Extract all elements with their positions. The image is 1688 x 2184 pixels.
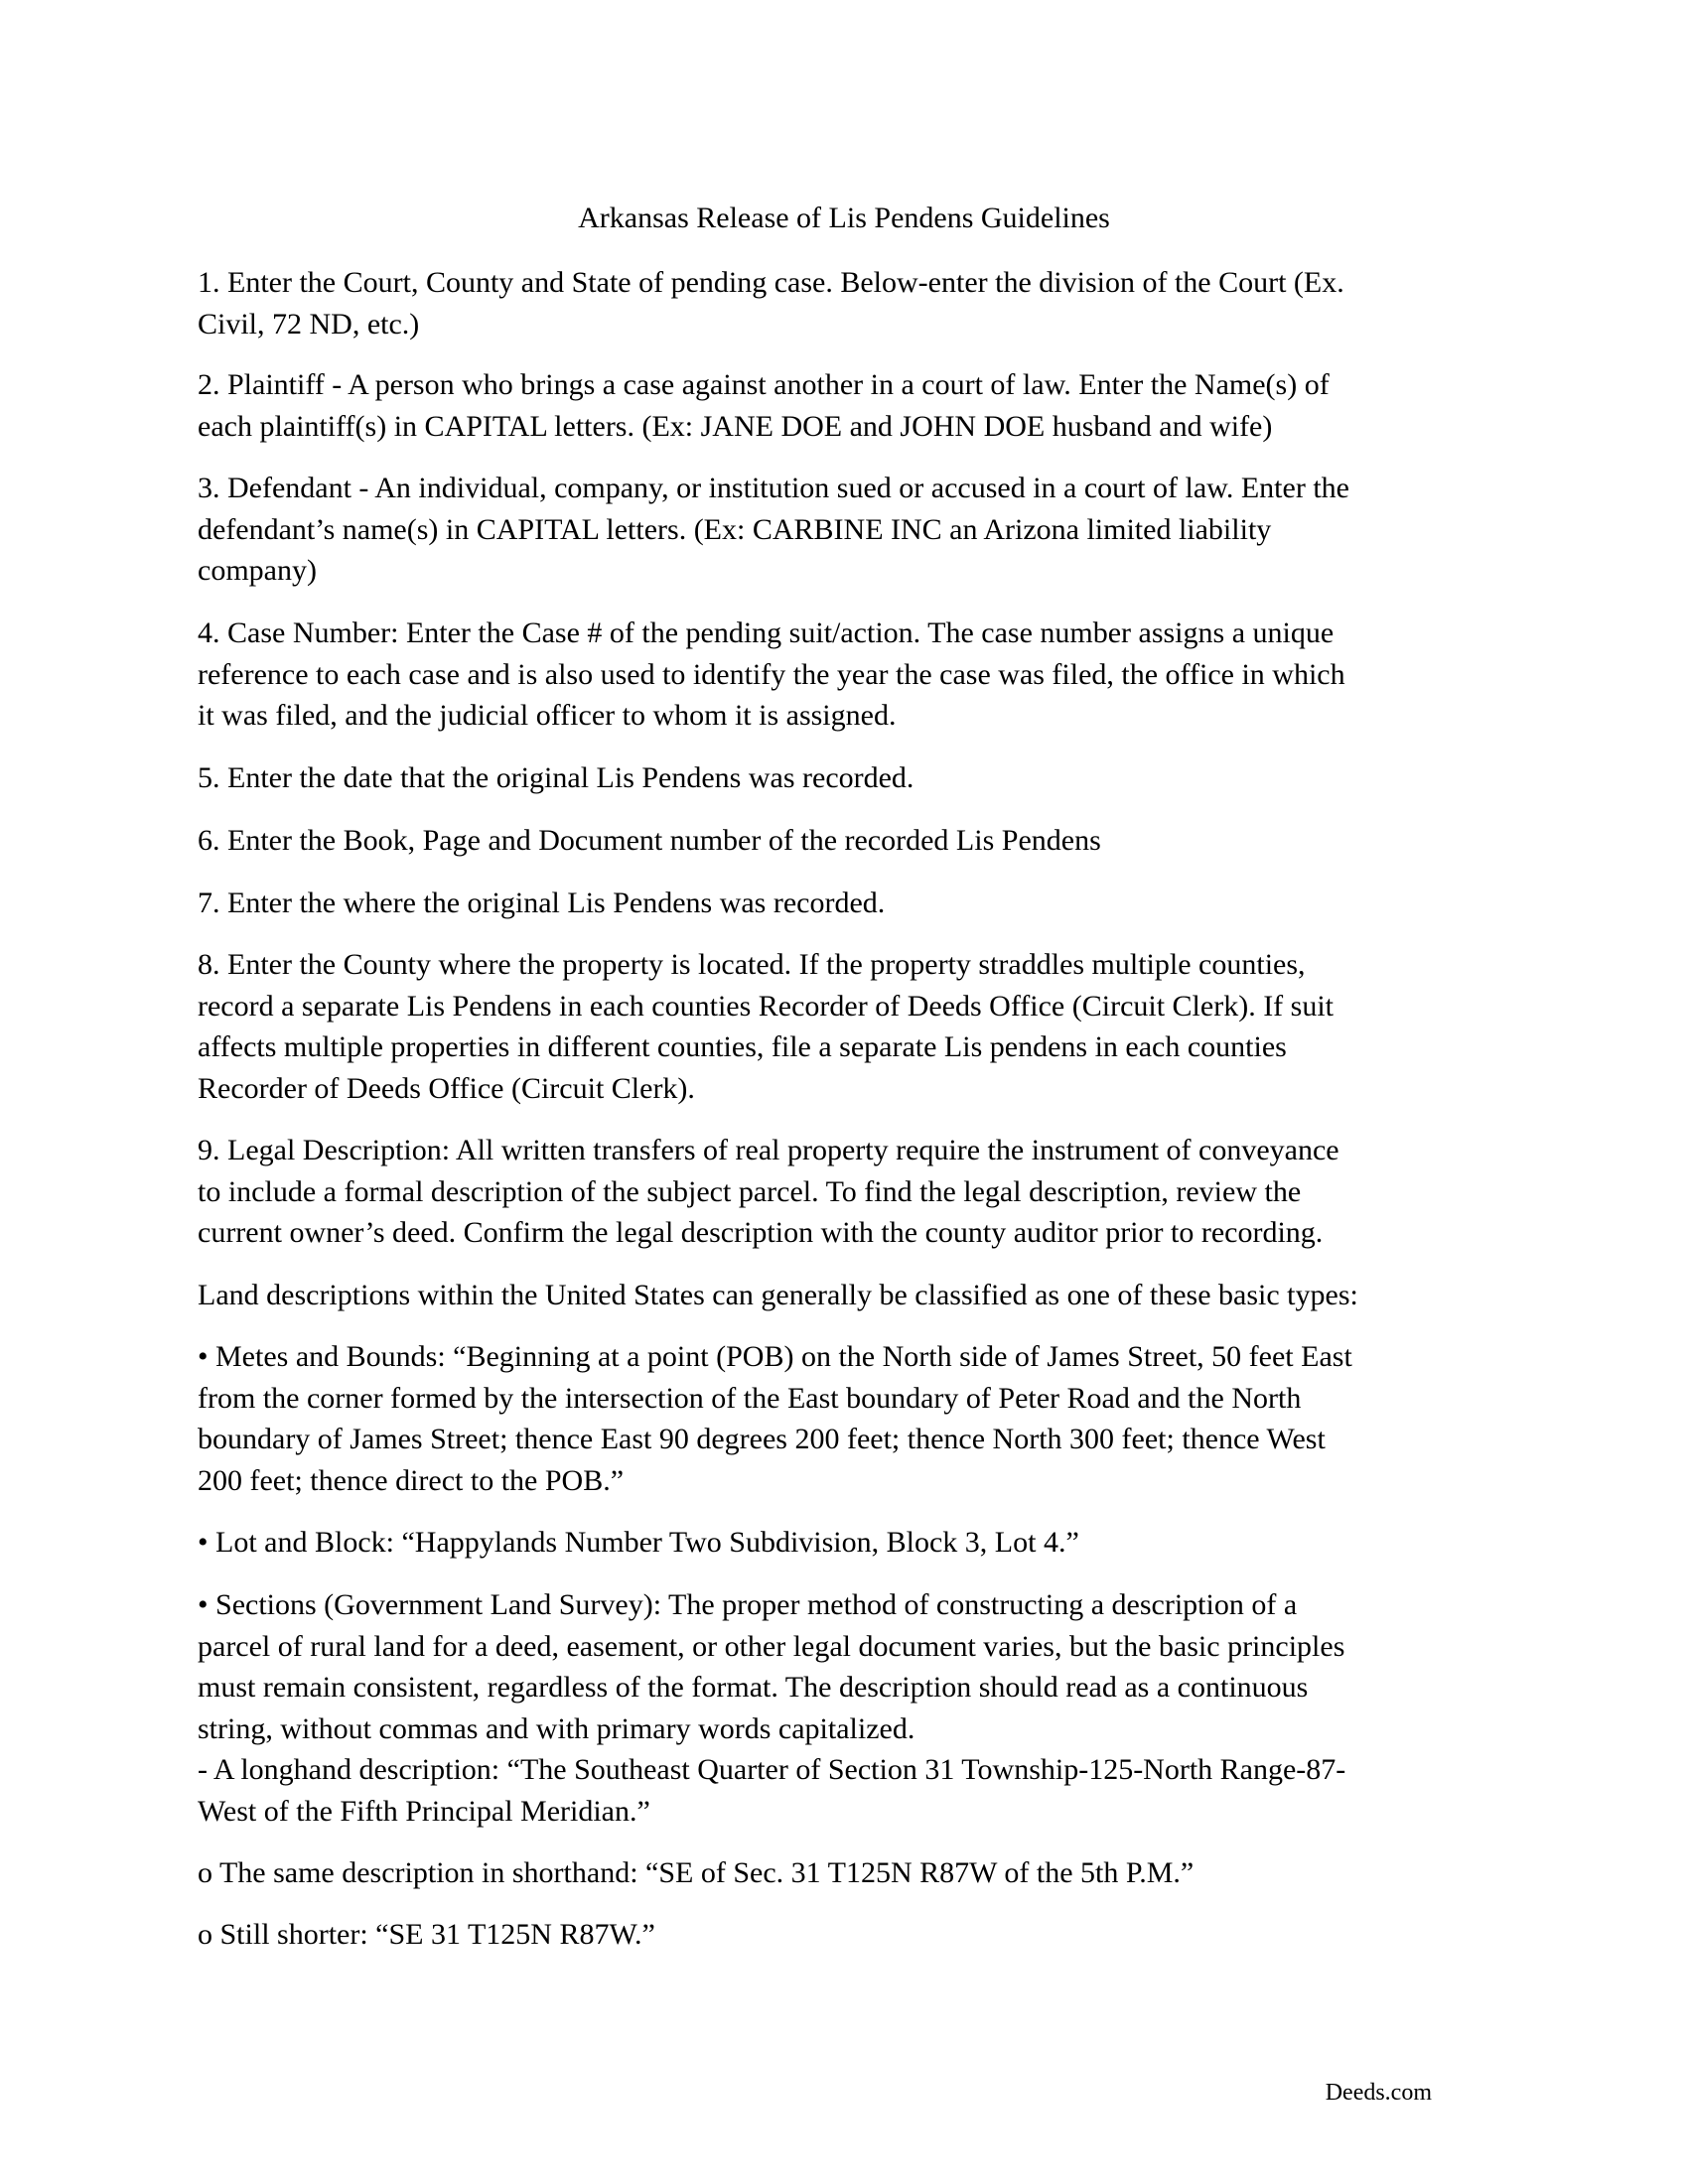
text-line: o The same description in shorthand: “SE of Sec. 31 T125N R87W of the 5th P.M.” bbox=[198, 1856, 1195, 1889]
shorthand-description-item bbox=[198, 1852, 1498, 1894]
text-line: Land descriptions within the United States can generally be classified as one of these basic types: bbox=[198, 1279, 1358, 1311]
page-title: Arkansas Release of Lis Pendens Guidelines bbox=[578, 202, 1110, 234]
text-line: • Lot and Block: “Happylands Number Two Subdivision, Block 3, Lot 4.” bbox=[198, 1526, 1079, 1559]
guideline-8-county bbox=[198, 944, 1498, 1109]
guideline-5-date bbox=[198, 757, 1498, 799]
guideline-3-defendant bbox=[198, 468, 1498, 592]
text-line: 6. Enter the Book, Page and Document number of the recorded Lis Pendens bbox=[198, 824, 1101, 857]
text-line: - A longhand description: “The Southeast Quarter of Section 31 Township-125-North Range-87- bbox=[198, 1753, 1346, 1786]
metes-and-bounds-item bbox=[198, 1336, 1498, 1501]
text-line: current owner’s deed. Confirm the legal description with the county auditor prior to recording. bbox=[198, 1216, 1324, 1249]
sections-item bbox=[198, 1584, 1498, 1832]
text-line: 3. Defendant - An individual, company, or institution sued or accused in a court of law. Enter the bbox=[198, 472, 1349, 504]
text-line: West of the Fifth Principal Meridian.” bbox=[198, 1794, 650, 1828]
text-line: Recorder of Deeds Office (Circuit Clerk). bbox=[198, 1071, 695, 1105]
footer-brand: Deeds.com bbox=[1325, 2080, 1432, 2106]
text-line: 9. Legal Description: All written transfers of real property require the instrument of conveyance bbox=[198, 1134, 1339, 1166]
text-line: 5. Enter the date that the original Lis Pendens was recorded. bbox=[198, 761, 914, 794]
text-line: reference to each case and is also used to identify the year the case was filed, the office in which bbox=[198, 657, 1345, 691]
text-line: 4. Case Number: Enter the Case # of the pending suit/action. The case number assigns a unique bbox=[198, 616, 1335, 649]
text-line: 7. Enter the where the original Lis Pendens was recorded. bbox=[198, 887, 886, 919]
guideline-4-case-number bbox=[198, 613, 1498, 737]
text-line: defendant’s name(s) in CAPITAL letters. (Ex: CARBINE INC an Arizona limited liability bbox=[198, 512, 1272, 546]
text-line: must remain consistent, regardless of the format. The description should read as a continuous bbox=[198, 1671, 1309, 1704]
guideline-1-court bbox=[198, 262, 1498, 344]
text-line: affects multiple properties in different counties, file a separate Lis pendens in each counties bbox=[198, 1030, 1287, 1063]
lot-and-block-item bbox=[198, 1522, 1498, 1564]
text-line: record a separate Lis Pendens in each counties Recorder of Deeds Office (Circuit Clerk). If suit bbox=[198, 989, 1335, 1023]
guideline-7-where-recorded bbox=[198, 883, 1498, 924]
text-line: each plaintiff(s) in CAPITAL letters. (Ex: JANE DOE and JOHN DOE husband and wife) bbox=[198, 409, 1273, 443]
text-line: 8. Enter the County where the property is located. If the property straddles multiple counties, bbox=[198, 948, 1306, 981]
guideline-2-plaintiff bbox=[198, 364, 1498, 447]
guideline-6-book-page bbox=[198, 820, 1498, 862]
text-line: it was filed, and the judicial officer to whom it is assigned. bbox=[198, 699, 897, 732]
text-line: Civil, 72 ND, etc.) bbox=[198, 307, 420, 341]
text-line: 200 feet; thence direct to the POB.” bbox=[198, 1463, 625, 1497]
text-line: parcel of rural land for a deed, easement, or other legal document varies, but the basic principles bbox=[198, 1629, 1345, 1663]
text-line: string, without commas and with primary words capitalized. bbox=[198, 1711, 915, 1745]
land-descriptions-intro bbox=[198, 1275, 1498, 1316]
text-line: to include a formal description of the subject parcel. To find the legal description, review the bbox=[198, 1174, 1302, 1208]
text-line: 1. Enter the Court, County and State of pending case. Below-enter the division of the Court (Ex. bbox=[198, 266, 1344, 299]
guideline-9-legal-description bbox=[198, 1130, 1498, 1254]
text-line: • Sections (Government Land Survey): The proper method of constructing a description of a bbox=[198, 1588, 1298, 1621]
text-line: boundary of James Street; thence East 90 degrees 200 feet; thence North 300 feet; thence West bbox=[198, 1423, 1326, 1455]
text-line: 2. Plaintiff - A person who brings a case against another in a court of law. Enter the Name(s) of bbox=[198, 368, 1330, 401]
text-line: company) bbox=[198, 554, 317, 587]
text-line: • Metes and Bounds: “Beginning at a point (POB) on the North side of James Street, 50 feet East bbox=[198, 1340, 1352, 1373]
text-line: o Still shorter: “SE 31 T125N R87W.” bbox=[198, 1918, 655, 1951]
text-line: from the corner formed by the intersection of the East boundary of Peter Road and the North bbox=[198, 1381, 1302, 1415]
still-shorter-item bbox=[198, 1914, 1498, 1956]
